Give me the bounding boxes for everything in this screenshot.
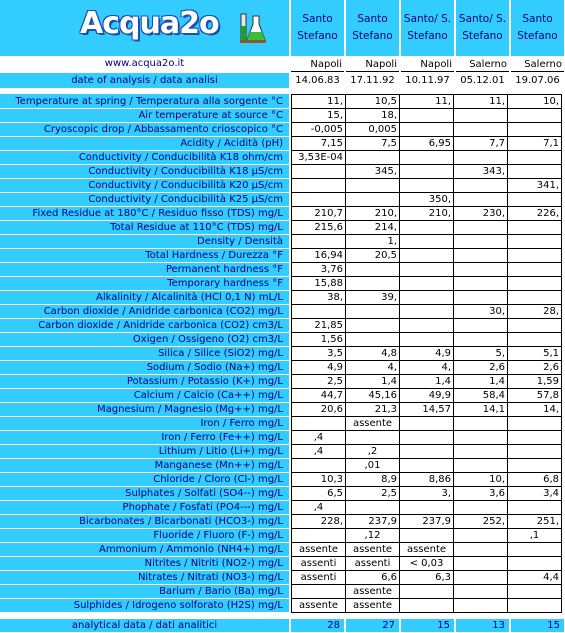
table-row [0,165,562,179]
value-cell: 5, [454,347,508,361]
value-cell [400,319,454,333]
table-row [0,417,562,431]
value-cell [346,263,400,277]
parameter-label: Conductivity / Conducibilità K20 µS/cm [0,179,291,193]
value-cell [454,263,508,277]
value-cell: 1,56 [291,333,346,347]
value-cell: ,2 [346,445,400,459]
table-row [0,347,562,361]
value-cell [454,417,508,431]
value-cell: 1,4 [400,375,454,389]
value-cell: 1,59 [508,375,562,389]
value-cell [508,165,562,179]
value-cell: 228, [291,515,346,529]
value-cell: 21,3 [346,403,400,417]
value-cell [508,417,562,431]
value-cell: assente [291,543,346,557]
value-cell [291,179,346,193]
value-cell [454,529,508,543]
value-cell [508,249,562,263]
value-cell [508,123,562,137]
parameter-label: Total Residue at 110°C (TDS) mg/L [0,221,291,235]
table-row [0,543,562,557]
value-cell [454,193,508,207]
column-header-line1: Santo/ S. [403,13,452,25]
table-row [0,571,562,585]
value-cell: 21,85 [291,319,346,333]
table-row [0,333,562,347]
column-header-3 [401,0,454,56]
value-cell [454,151,508,165]
value-cell: 8,86 [400,473,454,487]
parameter-label: Nitrates / Nitrati (NO3-) mg/L [0,571,291,585]
value-cell: 345, [346,165,400,179]
value-cell: 6,6 [346,571,400,585]
value-cell [400,109,454,123]
value-cell [291,235,346,249]
value-cell [400,459,454,473]
value-cell [400,151,454,165]
value-cell [454,431,508,445]
value-cell: 16,94 [291,249,346,263]
value-cell [508,263,562,277]
value-cell [454,123,508,137]
value-cell: 6,3 [400,571,454,585]
value-cell [346,277,400,291]
value-cell: 1,4 [454,375,508,389]
value-cell [400,249,454,263]
value-cell: 20,5 [346,249,400,263]
value-cell [291,165,346,179]
analysis-count-cell: 13 [456,619,509,632]
table-row [0,123,562,137]
column-header-line2: Stefano [517,30,558,42]
value-cell: assente [346,599,400,613]
value-cell: 28, [508,305,562,319]
value-cell: assente [346,543,400,557]
value-cell: 39, [346,291,400,305]
value-cell [454,557,508,571]
analysis-date-cell: 05.12.01 [456,73,509,88]
parameter-label: Barium / Bario (Ba) mg/L [0,585,291,599]
column-header-line1: Santo [522,13,553,25]
value-cell: 5,1 [508,347,562,361]
table-row [0,445,562,459]
value-cell: 251, [508,515,562,529]
column-header-5 [511,0,564,56]
value-cell: ,4 [291,431,346,445]
value-cell: 343, [454,165,508,179]
value-cell [508,151,562,165]
value-cell [400,417,454,431]
value-cell [454,571,508,585]
value-cell [400,263,454,277]
column-header-4 [456,0,509,56]
value-cell [346,501,400,515]
value-cell [400,277,454,291]
value-cell: 11, [291,94,346,109]
value-cell: 4, [346,361,400,375]
parameter-label: Silica / Silice (SiO2) mg/L [0,347,291,361]
city-cell: Napoli [401,59,454,72]
value-cell [400,599,454,613]
value-cell: 1, [346,235,400,249]
value-cell: 2,5 [346,487,400,501]
value-cell: 230, [454,207,508,221]
value-cell [454,221,508,235]
parameter-label: Total Hardness / Durezza °F [0,249,291,263]
parameter-label: Acidity / Acidità (pH) [0,137,291,151]
table-row [0,375,562,389]
table-row [0,151,562,165]
value-cell [346,333,400,347]
value-cell: ,01 [346,459,400,473]
value-cell [508,431,562,445]
analysis-date-cell: 17.11.92 [346,73,399,88]
value-cell: assenti [291,571,346,585]
value-cell [508,277,562,291]
value-cell: 3,5 [291,347,346,361]
value-cell: 3,6 [454,487,508,501]
table-row [0,473,562,487]
table-row [0,515,562,529]
value-cell: 341, [508,179,562,193]
value-cell: 8,9 [346,473,400,487]
parameter-label: Carbon dioxide / Anidride carbonica (CO2) mg/L [0,305,291,319]
value-cell: ,12 [346,529,400,543]
value-cell [291,585,346,599]
value-cell: assente [346,417,400,431]
parameter-label: Sodium / Sodio (Na+) mg/L [0,361,291,375]
value-cell [346,193,400,207]
value-cell [454,179,508,193]
value-cell: 7,15 [291,137,346,151]
value-cell: 14, [508,403,562,417]
value-cell: 210, [400,207,454,221]
value-cell: 38, [291,291,346,305]
value-cell [400,123,454,137]
table-row [0,319,562,333]
value-cell: 3,53E-04 [291,151,346,165]
value-cell: 4,9 [400,347,454,361]
parameter-label: Conductivity / Conducibilità K18 ohm/cm [0,151,291,165]
value-cell [508,333,562,347]
city-cell: Salerno [456,59,509,72]
value-cell: 237,9 [346,515,400,529]
value-cell [291,305,346,319]
parameter-label: Fluoride / Fluoro (F-) mg/L [0,529,291,543]
value-cell: 10, [508,94,562,109]
value-cell: 4, [400,361,454,375]
value-cell: 6,5 [291,487,346,501]
value-cell: assente [346,585,400,599]
table-row [0,94,562,109]
value-cell [508,193,562,207]
table-row [0,263,562,277]
value-cell [400,501,454,515]
parameter-label: Conductivity / Conducibilità K18 µS/cm [0,165,291,179]
column-header-line2: Stefano [407,30,448,42]
table-row [0,529,562,543]
value-cell: 7,1 [508,137,562,151]
value-cell: 20,6 [291,403,346,417]
table-row [0,193,562,207]
value-cell [508,319,562,333]
value-cell: 210, [346,207,400,221]
table-row [0,403,562,417]
value-cell: 0,005 [346,123,400,137]
city-cell: Napoli [346,59,399,72]
value-cell [508,543,562,557]
value-cell [454,585,508,599]
analysis-date-cell: 14.06.83 [291,73,344,88]
value-cell: 226, [508,207,562,221]
value-cell [346,151,400,165]
value-cell: 214, [346,221,400,235]
value-cell: ,4 [291,501,346,515]
value-cell: 49,9 [400,389,454,403]
value-cell: 44,7 [291,389,346,403]
table-body [0,94,562,613]
parameter-label: Lithium / Litio (Li+) mg/L [0,445,291,459]
value-cell: 2,6 [454,361,508,375]
table-row [0,361,562,375]
parameter-label: Temporary hardness °F [0,277,291,291]
parameter-label: Alkalinity / Alcalinità (HCl 0,1 N) mL/L [0,291,291,305]
value-cell: 7,5 [346,137,400,151]
value-cell [291,459,346,473]
date-of-analysis-label: date of analysis / data analisi [0,73,289,88]
parameter-label: Calcium / Calcio (Ca++) mg/L [0,389,291,403]
table-row [0,389,562,403]
column-header-2 [346,0,399,56]
table-row [0,305,562,319]
analysis-count-cell: 15 [511,619,564,632]
value-cell: 10,3 [291,473,346,487]
analysis-count-cell: 27 [346,619,399,632]
value-cell [346,431,400,445]
value-cell [346,179,400,193]
column-header-line2: Stefano [352,30,393,42]
value-cell: 10,5 [346,94,400,109]
value-cell [508,291,562,305]
value-cell: 18, [346,109,400,123]
analysis-count-cell: 15 [401,619,454,632]
parameter-label: Temperature at spring / Temperatura alla sorgente °C [0,94,291,109]
analytical-data-label: analytical data / dati analitici [0,619,289,632]
value-cell [454,277,508,291]
value-cell [400,333,454,347]
analysis-date-cell: 10.11.97 [401,73,454,88]
parameter-label: Permanent hardness °F [0,263,291,277]
value-cell: 4,8 [346,347,400,361]
value-cell: < 0,03 [400,557,454,571]
parameter-label: Manganese (Mn++) mg/L [0,459,291,473]
value-cell [508,109,562,123]
value-cell: 15,88 [291,277,346,291]
value-cell [400,291,454,305]
parameter-label: Bicarbonates / Bicarbonati (HCO3-) mg/L [0,515,291,529]
value-cell [400,221,454,235]
value-cell: 14,57 [400,403,454,417]
value-cell [454,599,508,613]
value-cell [291,417,346,431]
value-cell [454,319,508,333]
value-cell: 10, [454,473,508,487]
value-cell: ,1 [508,529,562,543]
column-header-line2: Stefano [462,30,503,42]
value-cell: 210,7 [291,207,346,221]
value-cell: 1,4 [346,375,400,389]
table-row [0,501,562,515]
table-row [0,179,562,193]
value-cell [508,501,562,515]
table-row [0,291,562,305]
parameter-label: Carbon dioxide / Anidride carbonica (CO2) cm3/L [0,319,291,333]
value-cell: -0,005 [291,123,346,137]
value-cell [454,459,508,473]
value-cell: 11, [400,94,454,109]
parameter-label: Iron / Ferro mg/L [0,417,291,431]
parameter-label: Air temperature at source °C [0,109,291,123]
table-row [0,277,562,291]
value-cell [454,543,508,557]
table-row [0,221,562,235]
value-cell [291,529,346,543]
table-row [0,235,562,249]
value-cell: 3,76 [291,263,346,277]
value-cell [400,585,454,599]
parameter-label: Cryoscopic drop / Abbassamento crioscopico °C [0,123,291,137]
value-cell [508,445,562,459]
parameter-label: Sulphates / Solfati (SO4--) mg/L [0,487,291,501]
table-row [0,249,562,263]
parameter-label: Potassium / Potassio (K+) mg/L [0,375,291,389]
value-cell [400,179,454,193]
value-cell: assenti [346,557,400,571]
value-cell [508,235,562,249]
value-cell: 4,9 [291,361,346,375]
value-cell [400,529,454,543]
parameter-label: Oxigen / Ossigeno (O2) cm3/L [0,333,291,347]
city-cell: Salerno [511,59,564,72]
lab-flask-icon [240,12,266,44]
value-cell: assenti [291,557,346,571]
value-cell [346,305,400,319]
table-row [0,599,562,613]
column-header-line1: Santo [302,13,333,25]
value-cell: 15, [291,109,346,123]
parameter-label: Ammonium / Ammonio (NH4+) mg/L [0,543,291,557]
column-header-line1: Santo [357,13,388,25]
table-row [0,137,562,151]
value-cell: 11, [454,94,508,109]
parameter-label: Fixed Residue at 180°C / Residuo fisso (TDS) mg/L [0,207,291,221]
value-cell [454,445,508,459]
value-cell [346,319,400,333]
parameter-label: Phophate / Fosfati (PO4---) mg/L [0,501,291,515]
value-cell: 14,1 [454,403,508,417]
parameter-label: Chloride / Cloro (Cl-) mg/L [0,473,291,487]
city-cell: Napoli [291,59,344,72]
value-cell: 58,4 [454,389,508,403]
parameter-label: Magnesium / Magnesio (Mg++) mg/L [0,403,291,417]
site-logo[interactable]: Acqua2o [80,6,219,41]
value-cell [291,193,346,207]
value-cell: 2,5 [291,375,346,389]
value-cell [508,599,562,613]
value-cell [508,557,562,571]
parameter-label: Sulphides / Idrogeno solforato (H2S) mg/L [0,599,291,613]
parameter-label: Conductivity / Conducibilità K25 µS/cm [0,193,291,207]
value-cell: ,4 [291,445,346,459]
table-row [0,487,562,501]
value-cell [454,501,508,515]
value-cell: assente [291,599,346,613]
value-cell: 3,4 [508,487,562,501]
value-cell: 30, [454,305,508,319]
value-cell: 45,16 [346,389,400,403]
value-cell [454,109,508,123]
parameter-label: Nitrites / Nitriti (NO2-) mg/L [0,557,291,571]
column-header-line2: Stefano [297,30,338,42]
value-cell: 215,6 [291,221,346,235]
table-row [0,557,562,571]
parameter-label: Density / Densità [0,235,291,249]
value-cell: 57,8 [508,389,562,403]
value-cell: 4,4 [508,571,562,585]
table-row [0,585,562,599]
value-cell [400,445,454,459]
analysis-count-cell: 28 [291,619,344,632]
value-cell: 252, [454,515,508,529]
table-row [0,431,562,445]
value-cell: assente [400,543,454,557]
table-row [0,459,562,473]
table-row [0,109,562,123]
value-cell [454,235,508,249]
value-cell: 2,6 [508,361,562,375]
value-cell: 350, [400,193,454,207]
value-cell [400,431,454,445]
value-cell: 7,7 [454,137,508,151]
value-cell [400,165,454,179]
column-header-1 [291,0,344,56]
value-cell [454,333,508,347]
table-row [0,207,562,221]
value-cell [400,305,454,319]
value-cell [454,291,508,305]
value-cell: 3, [400,487,454,501]
column-header-line1: Santo/ S. [458,13,507,25]
value-cell [508,459,562,473]
value-cell [400,235,454,249]
value-cell: 6,95 [400,137,454,151]
parameter-label: Iron / Ferro (Fe++) mg/L [0,431,291,445]
analysis-date-cell: 19.07.06 [511,73,564,88]
value-cell [508,585,562,599]
value-cell: 6,8 [508,473,562,487]
site-url[interactable]: www.acqua2o.it [104,58,185,69]
water-analysis-table [0,94,562,613]
value-cell: 237,9 [400,515,454,529]
value-cell [454,249,508,263]
value-cell [508,221,562,235]
